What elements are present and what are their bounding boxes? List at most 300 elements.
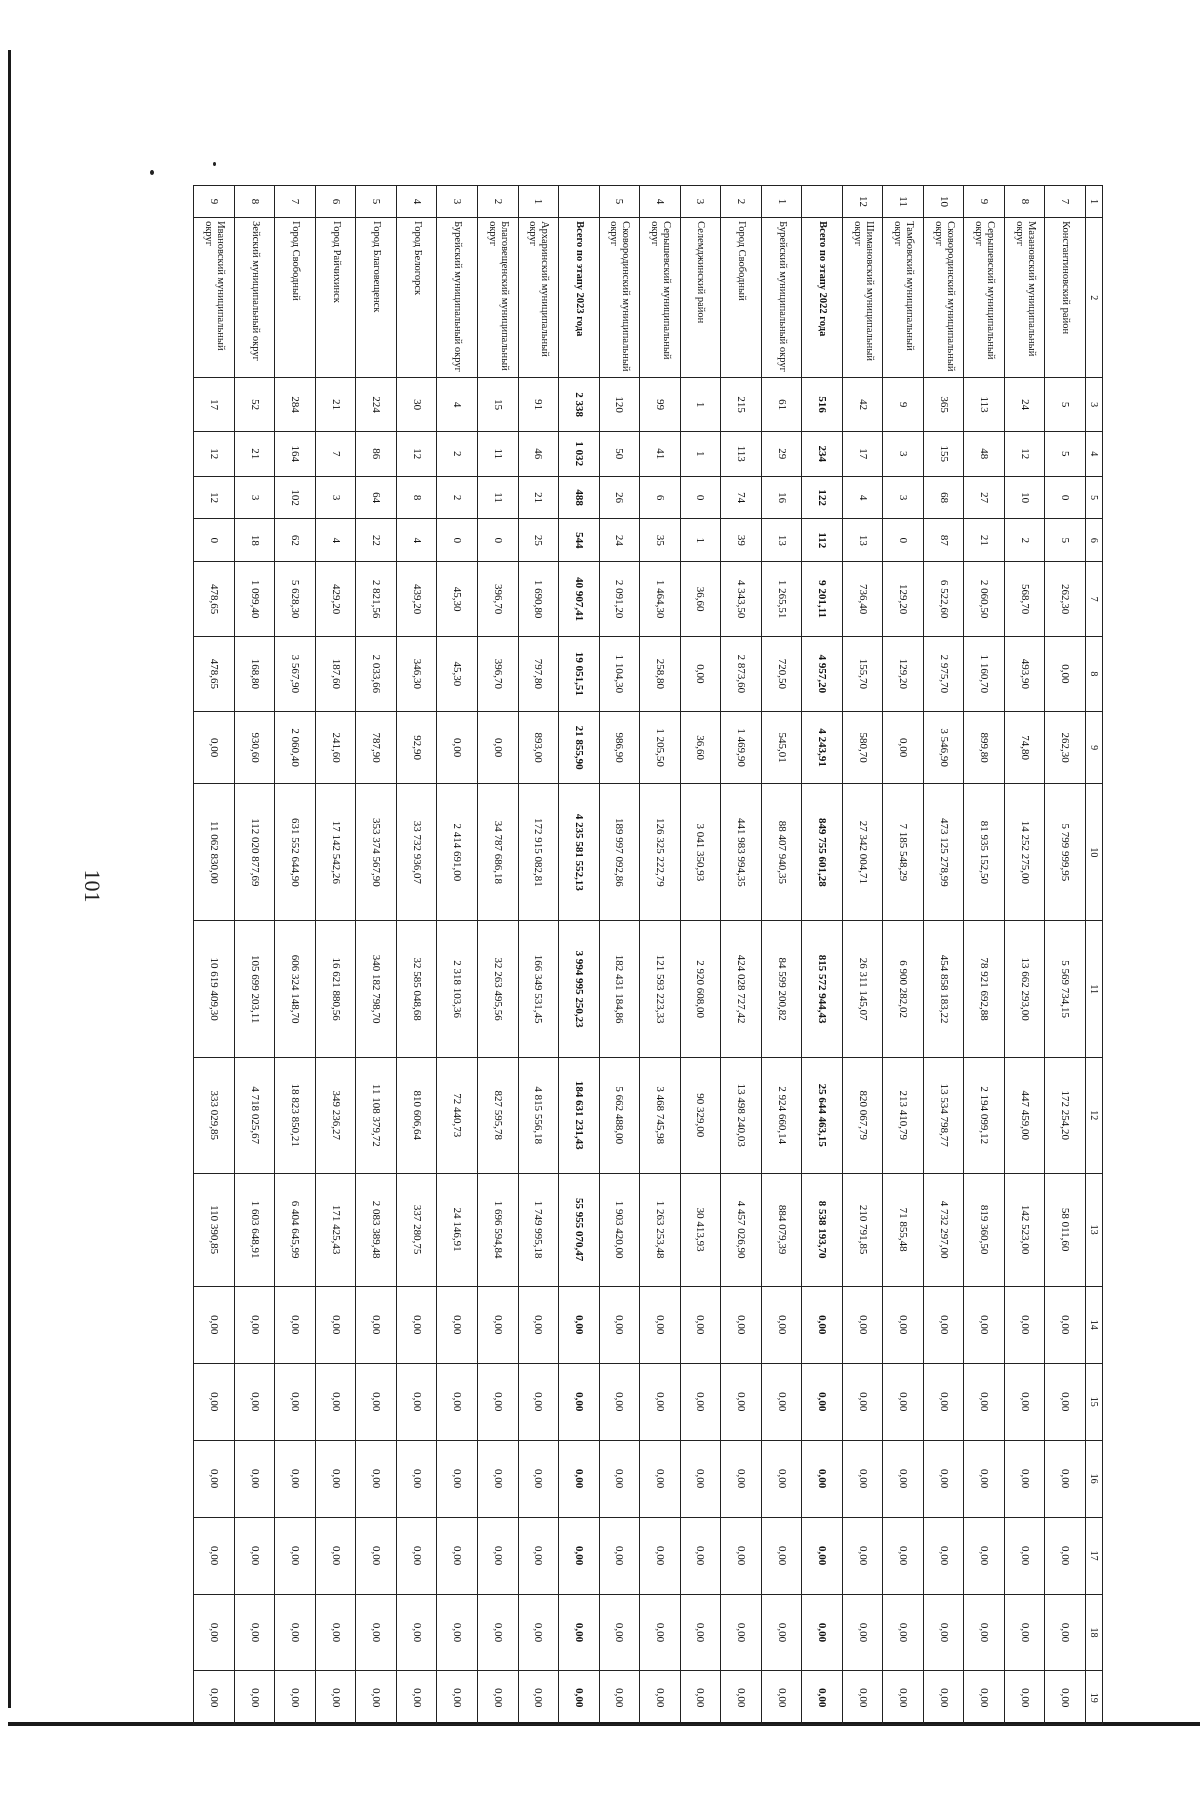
table-cell: 820 067,79 [842,1058,883,1173]
table-cell: 337 280,75 [396,1173,437,1286]
table-cell: 30 413,93 [680,1173,721,1286]
table-cell: 3 [883,476,924,519]
table-cell: 720,50 [761,637,802,712]
table-cell: 0,00 [437,1671,478,1725]
table-cell: 2 414 691,00 [437,784,478,921]
table-cell: 0,00 [1045,1286,1086,1363]
table-cell: 0,00 [518,1286,559,1363]
municipality-cell: Константиновский район [1045,218,1086,378]
table-cell: 0,00 [842,1671,883,1725]
table-cell: 568,70 [1004,562,1045,637]
table-cell: 606 324 148,70 [275,921,316,1058]
table-cell: 4 [842,476,883,519]
table-cell: 0,00 [842,1363,883,1440]
table-cell: 0,00 [478,1517,519,1594]
table-row [923,186,964,1725]
table-cell: 21 [234,431,275,476]
table-cell: 45,30 [437,637,478,712]
table-cell: 30 [396,378,437,431]
table-cell: 2 033,66 [356,637,397,712]
table-cell: 0,00 [478,1594,519,1671]
table-cell: 16 621 880,56 [315,921,356,1058]
table-cell: 87 [923,519,964,562]
table-cell: 0,00 [883,1363,924,1440]
row-number-cell: 9 [964,186,1005,218]
table-cell: 0,00 [640,1517,681,1594]
table-cell: 1 [680,378,721,431]
table-cell: 0,00 [518,1440,559,1517]
table-cell: 0,00 [680,1440,721,1517]
table-cell: 0,00 [478,1440,519,1517]
table-row [478,186,519,1725]
table-cell: 182 431 184,86 [599,921,640,1058]
scan-speck [150,170,154,175]
table-cell: 26 311 145,07 [842,921,883,1058]
table-cell: 1 032 [559,431,600,476]
table-cell: 0,00 [1045,637,1086,712]
table-cell: 262,30 [1045,711,1086,784]
table-cell: 99 [640,378,681,431]
table-cell: 1 [680,431,721,476]
table-cell: 0,00 [721,1671,762,1725]
table-cell: 1 749 995,18 [518,1173,559,1286]
column-header: 7 [1086,562,1103,637]
table-cell: 13 662 293,00 [1004,921,1045,1058]
table-cell: 213 410,79 [883,1058,924,1173]
row-number-cell: 3 [680,186,721,218]
table-cell: 353 374 567,90 [356,784,397,921]
table-cell: 4 815 556,18 [518,1058,559,1173]
municipality-cell: Город Благовещенск [356,218,397,378]
table-cell: 17 [194,378,235,431]
table-cell: 113 [964,378,1005,431]
column-header: 6 [1086,519,1103,562]
table-cell: 102 [275,476,316,519]
column-header: 4 [1086,431,1103,476]
table-cell: 171 425,43 [315,1173,356,1286]
table-cell: 0,00 [437,1363,478,1440]
table-cell: 810 606,64 [396,1058,437,1173]
table-cell: 19 051,51 [559,637,600,712]
table-cell: 33 732 936,07 [396,784,437,921]
table-cell: 396,70 [478,637,519,712]
table-cell: 0,00 [1004,1440,1045,1517]
table-cell: 0,00 [396,1286,437,1363]
table-cell: 166 349 531,45 [518,921,559,1058]
table-cell: 9 [883,378,924,431]
table-cell: 11 108 379,72 [356,1058,397,1173]
table-cell: 631 552 644,90 [275,784,316,921]
table-cell: 827 595,78 [478,1058,519,1173]
table-container [193,185,1103,1725]
table-cell: 6 900 282,02 [883,921,924,1058]
table-cell: 0,00 [356,1363,397,1440]
table-cell: 21 [964,519,1005,562]
table-cell: 0,00 [599,1363,640,1440]
table-cell: 189 997 092,86 [599,784,640,921]
table-cell: 45,30 [437,562,478,637]
table-cell: 4 [437,378,478,431]
table-cell: 48 [964,431,1005,476]
table-cell: 3 041 350,93 [680,784,721,921]
table-cell: 0,00 [599,1671,640,1725]
table-cell: 0,00 [923,1286,964,1363]
table-cell: 110 390,85 [194,1173,235,1286]
municipality-cell: Город Райчихинск [315,218,356,378]
table-cell: 0,00 [437,1440,478,1517]
table-cell: 13 [761,519,802,562]
table-cell: 129,20 [883,562,924,637]
table-cell: 884 079,39 [761,1173,802,1286]
table-cell: 50 [599,431,640,476]
table-cell: 46 [518,431,559,476]
table-cell: 0,00 [721,1440,762,1517]
table-cell: 0,00 [234,1286,275,1363]
table-cell: 0,00 [194,1671,235,1725]
table-cell: 0,00 [478,1363,519,1440]
table-cell: 0,00 [883,1440,924,1517]
table-cell: 0,00 [396,1671,437,1725]
table-cell: 2 920 608,00 [680,921,721,1058]
table-row [964,186,1005,1725]
table-cell: 0,00 [761,1517,802,1594]
table-cell: 0,00 [802,1517,843,1594]
table-row [194,186,235,1725]
table-cell: 0,00 [234,1517,275,1594]
table-row [1045,186,1086,1725]
table-cell: 893,00 [518,711,559,784]
table-cell: 0,00 [761,1671,802,1725]
table-cell: 2 083 389,48 [356,1173,397,1286]
table-header-row [1086,186,1103,1725]
table-cell: 819 360,50 [964,1173,1005,1286]
table-cell: 5 799 999,95 [1045,784,1086,921]
municipality-cell: Сковородинский муниципальный округ [923,218,964,378]
row-number-cell: 8 [234,186,275,218]
municipality-cell: Город Белогорск [396,218,437,378]
table-cell: 0,00 [923,1594,964,1671]
table-cell: 105 699 203,11 [234,921,275,1058]
table-cell: 0,00 [721,1363,762,1440]
table-cell: 0,00 [680,1671,721,1725]
municipality-cell: Всего по этапу 2023 года [559,218,600,378]
table-cell: 12 [194,476,235,519]
table-cell: 224 [356,378,397,431]
table-cell: 52 [234,378,275,431]
table-cell: 0,00 [315,1517,356,1594]
table-cell: 5 662 488,00 [599,1058,640,1173]
table-cell: 0,00 [761,1286,802,1363]
table-cell: 0,00 [599,1517,640,1594]
column-header: 15 [1086,1363,1103,1440]
table-cell: 899,80 [964,711,1005,784]
row-number-cell [559,186,600,218]
municipality-cell: Ивановский муниципальный округ [194,218,235,378]
table-cell: 1 099,40 [234,562,275,637]
table-cell: 346,30 [396,637,437,712]
table-cell: 0,00 [964,1517,1005,1594]
table-cell: 0,00 [761,1363,802,1440]
table-cell: 172 254,20 [1045,1058,1086,1173]
table-cell: 2 873,60 [721,637,762,712]
table-row [680,186,721,1725]
row-number-cell: 2 [721,186,762,218]
table-cell: 0,00 [194,1440,235,1517]
table-cell: 142 523,00 [1004,1173,1045,1286]
municipality-cell: Бурейский муниципальный округ [437,218,478,378]
table-cell: 0,00 [883,1517,924,1594]
table-cell: 21 [518,476,559,519]
table-cell: 0,00 [559,1286,600,1363]
table-cell: 580,70 [842,711,883,784]
table-cell: 2 318 103,36 [437,921,478,1058]
table-cell: 17 142 542,26 [315,784,356,921]
table-cell: 6 522,60 [923,562,964,637]
table-cell: 736,40 [842,562,883,637]
table-cell: 61 [761,378,802,431]
table-cell: 10 [1004,476,1045,519]
table-cell: 62 [275,519,316,562]
table-cell: 112 [802,519,843,562]
municipality-cell: Благовещенский муниципальный округ [478,218,519,378]
table-cell: 72 440,73 [437,1058,478,1173]
table-cell: 25 [518,519,559,562]
column-header: 10 [1086,784,1103,921]
table-cell: 0,00 [923,1671,964,1725]
municipality-cell: Серышевский муниципальный округ [640,218,681,378]
table-cell: 0,00 [1004,1363,1045,1440]
table-cell: 92,90 [396,711,437,784]
table-cell: 121 593 223,33 [640,921,681,1058]
table-cell: 0,00 [437,711,478,784]
row-number-cell: 3 [437,186,478,218]
table-cell: 0,00 [883,1594,924,1671]
table-cell: 16 [761,476,802,519]
table-cell: 12 [1004,431,1045,476]
row-number-cell: 1 [761,186,802,218]
table-cell: 0,00 [315,1594,356,1671]
table-cell: 112 020 877,69 [234,784,275,921]
column-header: 8 [1086,637,1103,712]
table-cell: 424 028 727,42 [721,921,762,1058]
table-cell: 0,00 [518,1363,559,1440]
municipality-cell: Зейский муниципальный округ [234,218,275,378]
table-cell: 0,00 [640,1671,681,1725]
table-total-row [802,186,843,1725]
table-row [518,186,559,1725]
municipality-cell: Серышевский муниципальный округ [964,218,1005,378]
table-cell: 4 732 297,00 [923,1173,964,1286]
row-number-cell: 5 [356,186,397,218]
table-cell: 2 338 [559,378,600,431]
table-cell: 0,00 [315,1671,356,1725]
table-cell: 441 983 994,35 [721,784,762,921]
table-cell: 0 [1045,476,1086,519]
table-row [356,186,397,1725]
table-cell: 40 907,41 [559,562,600,637]
table-cell: 78 921 692,88 [964,921,1005,1058]
table-cell: 0,00 [437,1517,478,1594]
table-cell: 18 [234,519,275,562]
table-cell: 0,00 [194,1517,235,1594]
table-cell: 88 407 940,35 [761,784,802,921]
table-cell: 0,00 [234,1363,275,1440]
table-cell: 0,00 [923,1440,964,1517]
table-row [721,186,762,1725]
table-cell: 22 [356,519,397,562]
table-cell: 787,90 [356,711,397,784]
table-row [234,186,275,1725]
table-cell: 0,00 [234,1671,275,1725]
table-row [640,186,681,1725]
table-cell: 439,20 [396,562,437,637]
table-cell: 3 [883,431,924,476]
table-cell: 68 [923,476,964,519]
table-cell: 0,00 [1004,1671,1045,1725]
table-cell: 1 903 420,00 [599,1173,640,1286]
table-cell: 21 855,90 [559,711,600,784]
table-cell: 0,00 [559,1517,600,1594]
table-cell: 0,00 [559,1594,600,1671]
table-cell: 36,60 [680,562,721,637]
table-cell: 2 [437,476,478,519]
table-cell: 516 [802,378,843,431]
row-number-cell: 8 [1004,186,1045,218]
table-cell: 0,00 [356,1594,397,1671]
table-cell: 1 263 253,48 [640,1173,681,1286]
table-cell: 849 755 601,28 [802,784,843,921]
table-cell: 0,00 [396,1363,437,1440]
table-cell: 1 205,50 [640,711,681,784]
table-cell: 25 644 463,15 [802,1058,843,1173]
table-cell: 0,00 [234,1440,275,1517]
table-cell: 0,00 [275,1440,316,1517]
column-header: 5 [1086,476,1103,519]
table-cell: 4 243,91 [802,711,843,784]
table-cell: 215 [721,378,762,431]
table-cell: 0,00 [761,1440,802,1517]
table-cell: 4 343,50 [721,562,762,637]
table-cell: 0,00 [680,637,721,712]
table-cell: 815 572 944,43 [802,921,843,1058]
column-header: 14 [1086,1286,1103,1363]
table-cell: 11 [478,431,519,476]
municipality-cell: Город Свободный [721,218,762,378]
municipality-cell: Архаринский муниципальный округ [518,218,559,378]
table-cell: 0,00 [842,1440,883,1517]
table-cell: 0,00 [275,1671,316,1725]
table-cell: 0,00 [1004,1517,1045,1594]
table-cell: 0,00 [275,1363,316,1440]
row-number-cell: 9 [194,186,235,218]
table-cell: 90 329,00 [680,1058,721,1173]
table-total-row [559,186,600,1725]
table-cell: 0,00 [883,711,924,784]
scan-speck [213,162,216,166]
table-cell: 29 [761,431,802,476]
table-cell: 0,00 [194,1594,235,1671]
column-header: 16 [1086,1440,1103,1517]
row-number-cell: 7 [1045,186,1086,218]
row-number-cell: 4 [640,186,681,218]
municipality-cell: Город Свободный [275,218,316,378]
table-cell: 0,00 [802,1671,843,1725]
table-cell: 0,00 [356,1286,397,1363]
row-number-cell: 7 [275,186,316,218]
table-cell: 0,00 [478,1286,519,1363]
table-cell: 0,00 [518,1517,559,1594]
table-cell: 0,00 [478,1671,519,1725]
table-cell: 74 [721,476,762,519]
table-cell: 0,00 [1045,1671,1086,1725]
municipality-cell: Селемджинский район [680,218,721,378]
table-cell: 0,00 [518,1594,559,1671]
table-cell: 2 821,56 [356,562,397,637]
municipality-cell: Всего по этапу 2022 года [802,218,843,378]
table-cell: 1 104,30 [599,637,640,712]
table-cell: 11 062 830,00 [194,784,235,921]
table-cell: 365 [923,378,964,431]
table-cell: 5 [1045,519,1086,562]
table-cell: 0,00 [315,1363,356,1440]
table-cell: 797,80 [518,637,559,712]
table-cell: 340 182 798,70 [356,921,397,1058]
table-cell: 120 [599,378,640,431]
table-cell: 0,00 [721,1594,762,1671]
table-cell: 1 469,90 [721,711,762,784]
table-cell: 454 858 183,22 [923,921,964,1058]
table-cell: 0,00 [356,1671,397,1725]
row-number-cell: 1 [518,186,559,218]
table-row [1004,186,1045,1725]
table-cell: 349 236,27 [315,1058,356,1173]
table-cell: 0 [478,519,519,562]
scan-left-border [8,50,11,1708]
column-header: 12 [1086,1058,1103,1173]
table-cell: 122 [802,476,843,519]
table-cell: 0,00 [761,1594,802,1671]
table-cell: 258,80 [640,637,681,712]
table-cell: 24 [1004,378,1045,431]
table-cell: 0,00 [842,1594,883,1671]
table-cell: 58 011,60 [1045,1173,1086,1286]
table-cell: 0,00 [883,1286,924,1363]
table-cell: 478,65 [194,637,235,712]
table-cell: 0,00 [396,1440,437,1517]
table-cell: 2 194 099,12 [964,1058,1005,1173]
row-number-cell [802,186,843,218]
table-row [315,186,356,1725]
table-cell: 493,90 [1004,637,1045,712]
table-cell: 396,70 [478,562,519,637]
table-cell: 184 631 231,43 [559,1058,600,1173]
table-cell: 24 146,91 [437,1173,478,1286]
table-cell: 284 [275,378,316,431]
table-cell: 3 546,90 [923,711,964,784]
table-cell: 1 464,30 [640,562,681,637]
table-cell: 113 [721,431,762,476]
table-cell: 81 935 152,50 [964,784,1005,921]
table-cell: 429,20 [315,562,356,637]
table-cell: 7 [315,431,356,476]
table-cell: 0,00 [1004,1286,1045,1363]
table-cell: 13 534 798,77 [923,1058,964,1173]
table-cell: 1 696 594,84 [478,1173,519,1286]
table-cell: 0,00 [599,1440,640,1517]
table-cell: 12 [194,431,235,476]
table-cell: 4 [315,519,356,562]
table-cell: 13 [842,519,883,562]
